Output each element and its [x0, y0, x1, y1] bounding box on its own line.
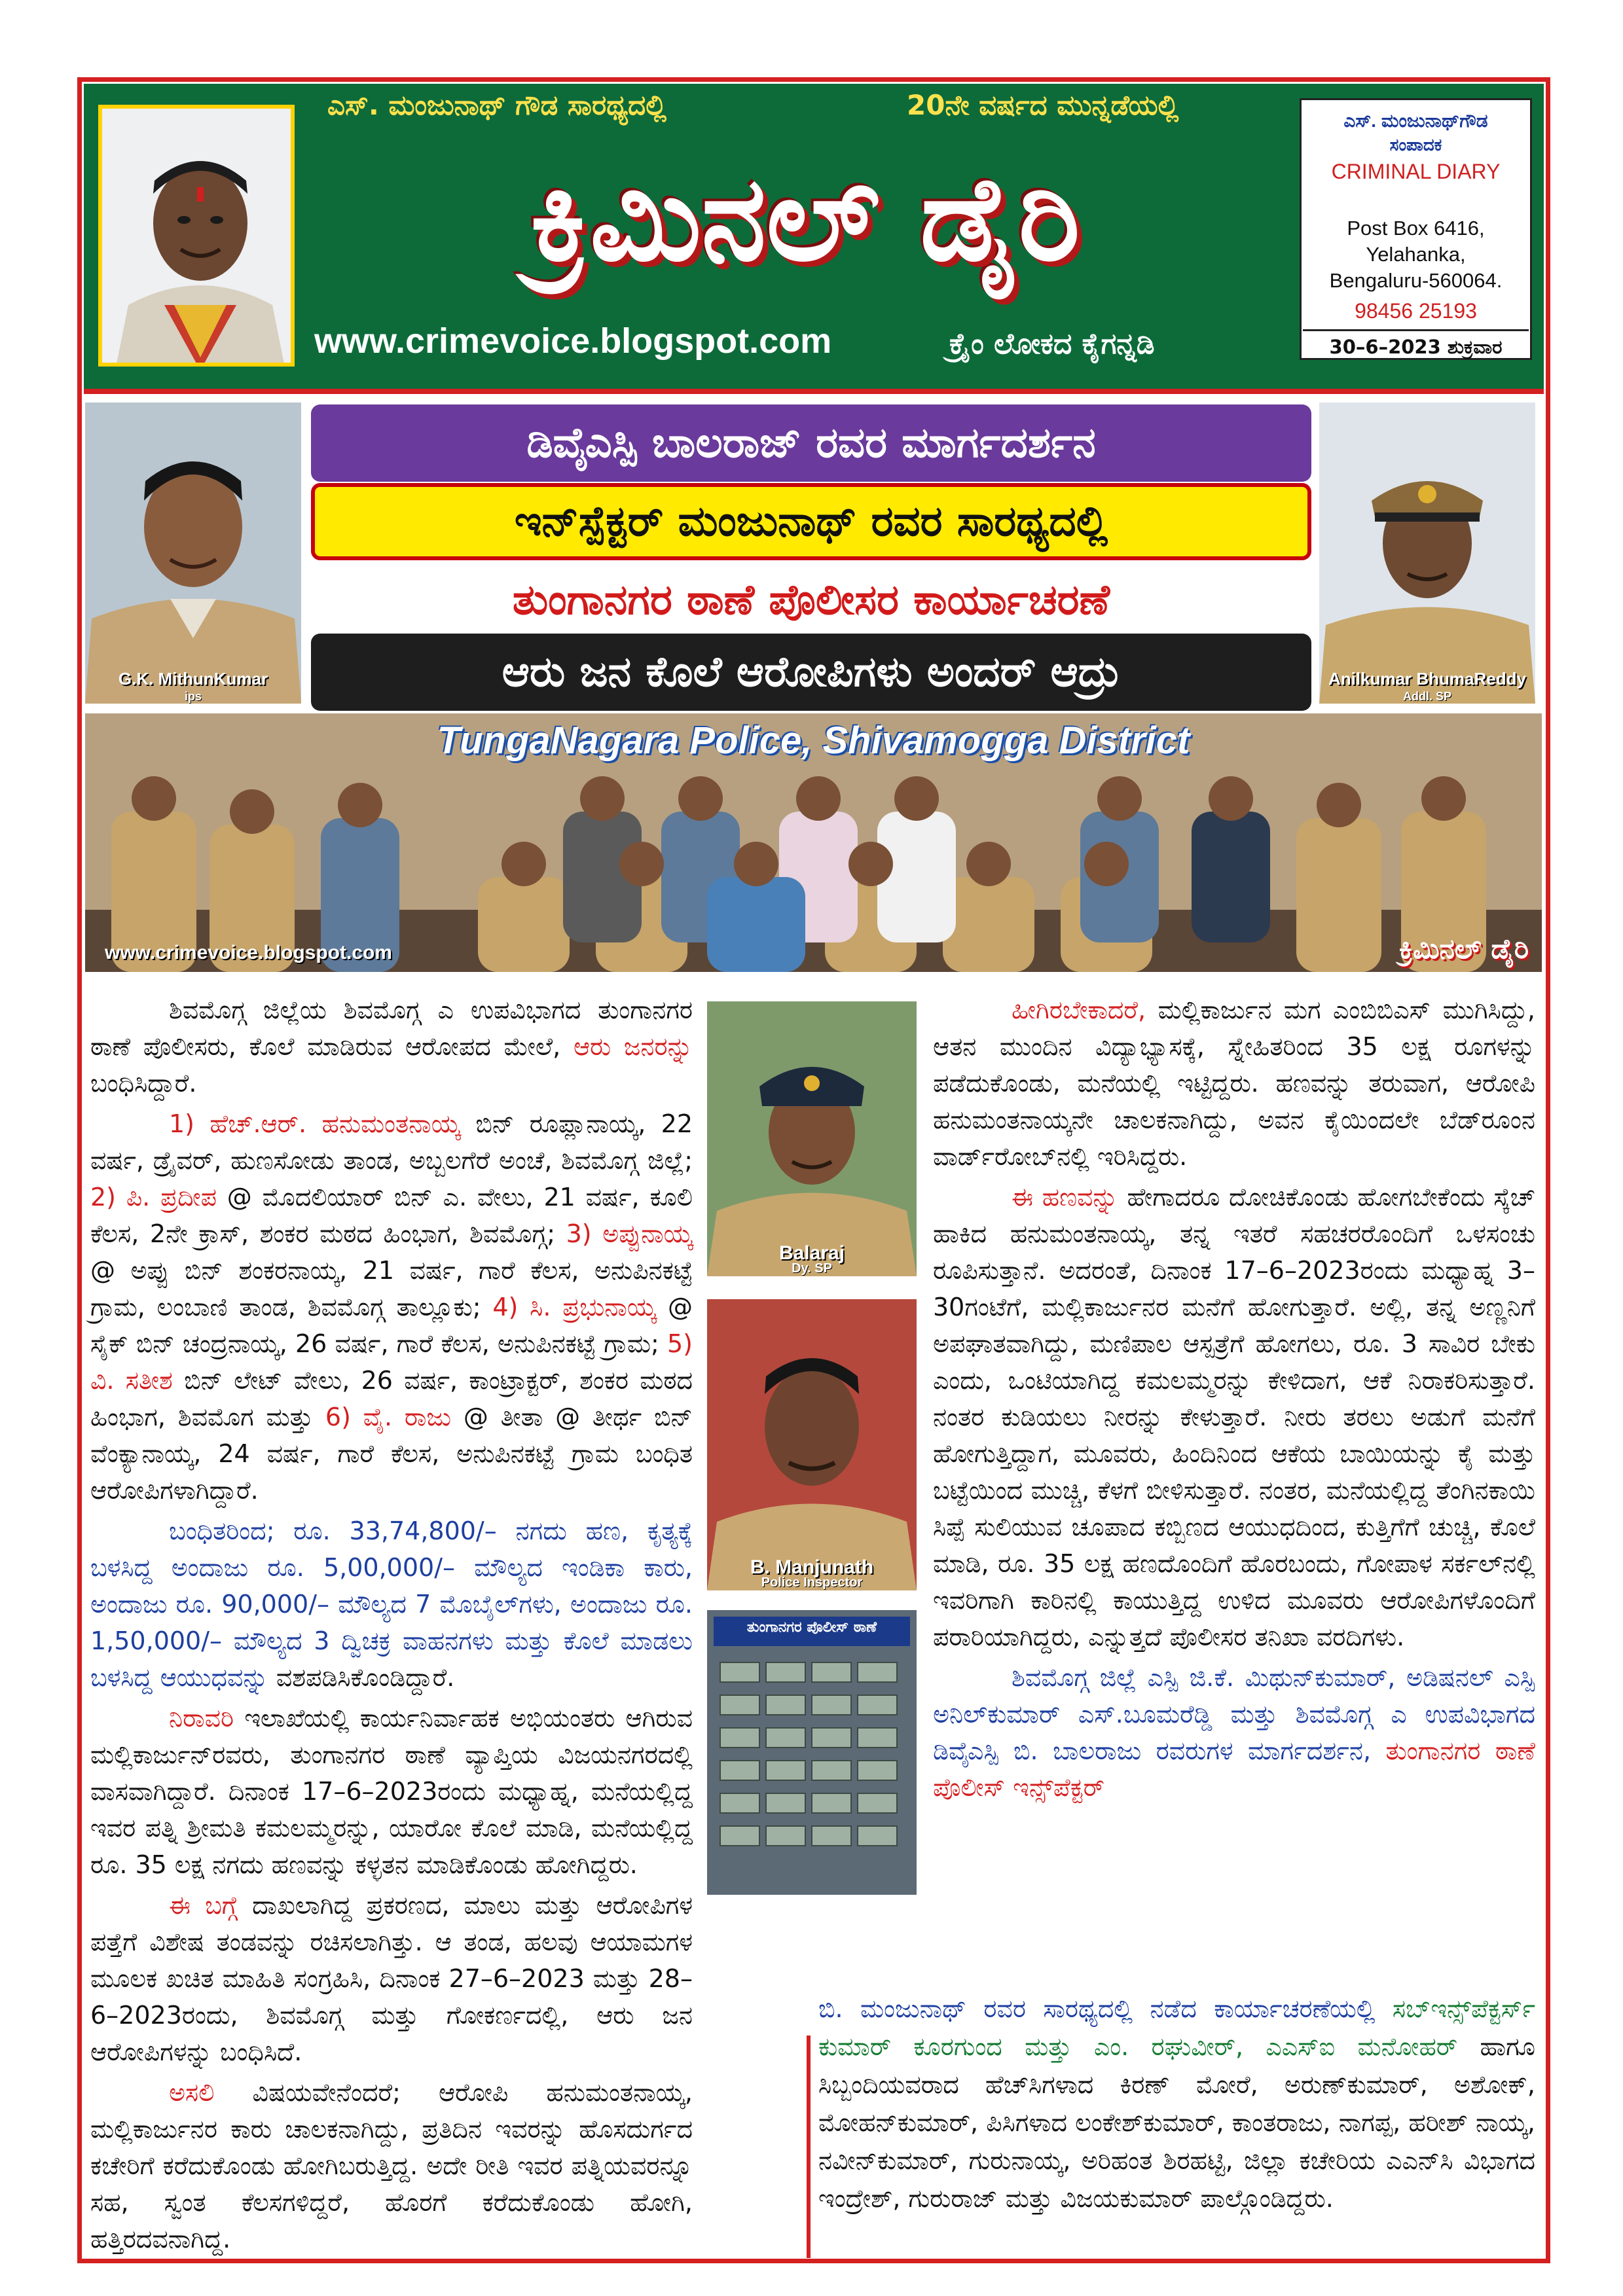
address — [1302, 215, 1530, 294]
text: ಶಿವಮೊಗ್ಗ ಜಿಲ್ಲೆಯ ಶಿವಮೊಗ್ಗ ಎ ಉಪವಿಭಾಗದ ತುಂಗಾನಗರ ಠಾಣೆ ಪೊಲೀಸರು, ಕೊಲೆ ಮಾಡಿರುವ ಆರೋಪದ ಮೇಲೆ, — [90, 996, 693, 1061]
article-left-column — [90, 992, 693, 2257]
editor-role: ಸಂಪಾದಕ — [1389, 135, 1442, 154]
phone-number: 98456 25193 — [1355, 299, 1477, 323]
seized-items: ಬಂಧಿತರಿಂದ; ರೂ. 33,74,800/– ನಗದು ಹಣ, ಕೃತ್ಯಕ್ಕೆ ಬಳಸಿದ್ದ ಅಂದಾಜು ರೂ. 5,00,000/– ಮೌಲ್ಯದ ಇಂಡಿಕಾ ಕಾರು, ಅಂದಾಜು ರೂ. 90,000/– ಮೌಲ್ಯದ 7 ಮೊಬೈಲ್‌ಗಳು, ಅಂದಾಜು ರೂ. 1,50,000/– ಮೌಲ್ಯದ 3 ದ್ವಿಚಕ್ರ ವಾಹನಗಳು ಮತ್ತು ಕೊಲೆ ಮಾಡಲು ಬಳಸಿದ್ದ ಆಯುಧವನ್ನು — [90, 1516, 693, 1692]
article-right-column — [933, 992, 1535, 1806]
officer-portrait-icon — [707, 1299, 917, 1590]
sub-inspectors: ಸಬ್‌ಇನ್ಸ್‌ಪೆಕ್ಟರ್ಸ್ ಕುಮಾರ್ ಕೂರಗುಂದ ಮತ್ತು ಎಂ. ರಘುವೀರ್, ಎಎಸ್‌ಐ ಮನೋಹರ್ — [818, 1994, 1535, 2061]
closing-paragraph — [818, 1990, 1535, 2217]
accused-name: 5) ವಿ. ಸತೀಶ — [90, 1329, 693, 1395]
text: ದಾಖಲಾಗಿದ್ದ ಪ್ರಕರಣದ, ಮಾಲು ಮತ್ತು ಆರೋಪಿಗಳ ಪತ್ತೆಗೆ ವಿಶೇಷ ತಂಡವನ್ನು ರಚಿಸಲಾಗಿತ್ತು. ಆ ತಂಡ, ಹಲವು ಆಯಾಮಗಳ ಮೂಲಕ ಖಚಿತ ಮಾಹಿತಿ ಸಂಗ್ರಹಿಸಿ, ದಿನಾಂಕ 27–6–2023 ಮತ್ತು 28–6–2023ರಂದು, ಶಿವಮೊಗ್ಗ ಮತ್ತು ಗೋಕರ್ಣದಲ್ಲಿ, ಆರು ಜನ ಆರೋಪಿಗಳನ್ನು ಬಂಧಿಸಿದೆ. — [90, 1891, 693, 2066]
text: ಬಂಧಿಸಿದ್ದಾರೆ. — [90, 1069, 197, 1098]
paragraph — [818, 1990, 1535, 2217]
photo-caption: B. Manjunath — [750, 1556, 874, 1578]
publication-name: CRIMINAL DIARY — [1331, 160, 1501, 183]
text: ವಿಷಯವೇನೆಂದರೆ; ಆರೋಪಿ ಹನುಮಂತನಾಯ್ಕ, ಮಲ್ಲಿಕಾರ್ಜುನರ ಕಾರು ಚಾಲಕನಾಗಿದ್ದು, ಪ್ರತಿದಿನ ಇವರನ್ನು ಹೊಸದುರ್ಗದ ಕಚೇರಿಗೆ ಕರೆದುಕೊಂಡು ಹೋಗಿಬರುತ್ತಿದ್ದ. ಅದೇ ರೀತಿ ಇವರ ಪತ್ನಿಯವರನ್ನೂ ಸಹ, ಸ್ವಂತ ಕೆಲಸಗಳಿದ್ದರೆ, ಹೊರಗೆ ಕರೆದುಕೊಂಡು ಹೋಗಿ, ಹತ್ತಿರದವನಾಗಿದ್ದ. — [90, 2078, 693, 2253]
group-photo — [85, 713, 1542, 972]
text: @ ತೀತಾ @ ತೀರ್ಥ ಬಿನ್ ವೆಂಕ್ಯಾನಾಯ್ಕ, 24 ವರ್ಷ, ಗಾರೆ ಕೆಲಸ, ಅನುಪಿನಕಟ್ಟೆ ಗ್ರಾಮ ಬಂಧಿತ ಆರೋಪಿಗಳಾಗಿದ್ದಾರೆ. — [90, 1403, 693, 1505]
headline-guidance: ಡಿವೈಎಸ್ಪಿ ಬಾಲರಾಜ್ ರವರ ಮಾರ್ಗದರ್ಶನ — [311, 404, 1311, 482]
lead-word: ಈ ಬಗ್ಗೆ — [169, 1891, 238, 1920]
paragraph — [90, 992, 693, 1102]
group-photo-title: TungaNagara Police, Shivamogga District — [437, 719, 1190, 762]
editor-portrait-icon — [102, 109, 295, 367]
lead-word: ನಿರಾವರಿ — [169, 1704, 234, 1732]
masthead-top-left: ಎಸ್. ಮಂಜುನಾಥ್ ಗೌಡ ಸಾರಥ್ಯದಲ್ಲಿ — [327, 89, 666, 121]
photo-caption: G.K. MithunKumar — [118, 669, 268, 689]
group-photo-logo: ಕ್ರಿಮಿನಲ್ ಡೈರಿ — [1398, 933, 1529, 965]
text: ಹೇಗಾದರೂ ದೋಚಿಕೊಂಡು ಹೋಗಬೇಕೆಂದು ಸ್ಕೆಚ್ ಹಾಕಿದ ಹನುಮಂತನಾಯ್ಕ, ತನ್ನ ಇತರೆ ಸಹಚರರೊಂದಿಗೆ ಒಳಸಂಚು ರೂಪಿಸುತ್ತಾನೆ. ಅದರಂತೆ, ದಿನಾಂಕ 17–6–2023ರಂದು ಮಧ್ಯಾಹ್ನ 3–30ಗಂಟೆಗೆ, ಮಲ್ಲಿಕಾರ್ಜುನರ ಮನೆಗೆ ಹೋಗುತ್ತಾರೆ. ಅಲ್ಲಿ, ತನ್ನ ಅಣ್ಣನಿಗೆ ಅಪಘಾತವಾಗಿದ್ದು, ಮಣಿಪಾಲ ಆಸ್ಪತ್ರೆಗೆ ಹೋಗಲು, ರೂ. 3 ಸಾವಿರ ಬೇಕು ಎಂದು, ಒಂಟಿಯಾಗಿದ್ದ ಕಮಲಮ್ಮರನ್ನು ಕೇಳಿದಾಗ, ಆಕೆ ನಿರಾಕರಿಸುತ್ತಾರೆ. ನಂತರ ಕುಡಿಯಲು ನೀರನ್ನು ಕೇಳುತ್ತಾರೆ. ನೀರು ತರಲು ಅಡುಗೆ ಮನೆಗೆ ಹೋಗುತ್ತಿದ್ದಾಗ, ಮೂವರು, ಹಿಂದಿನಿಂದ ಆಕೆಯ ಬಾಯಿಯನ್ನು ಕೈ ಮತ್ತು ಬಟ್ಟೆಯಿಂದ ಮುಚ್ಚಿ, ಕೆಳಗೆ ಬೀಳಿಸುತ್ತಾರೆ. ನಂತರ, ಮನೆಯಲ್ಲಿದ್ದ ತೆಂಗಿನಕಾಯಿ ಸಿಪ್ಪೆ ಸುಲಿಯುವ ಚೂಪಾದ ಕಬ್ಬಿಣದ ಆಯುಧದಿಂದ, ಕುತ್ತಿಗೆಗೆ ಚುಚ್ಚಿ, ಕೊಲೆ ಮಾಡಿ, ರೂ. 35 ಲಕ್ಷ ಹಣದೊಂದಿಗೆ ಹೊರಬಂದು, ಗೋಪಾಳ ಸರ್ಕಲ್‌ನಲ್ಲಿ ಇವರಿಗಾಗಿ ಕಾರಿನಲ್ಲಿ ಕಾಯುತ್ತಿದ್ದ ಉಳಿದ ಮೂವರು ಆರೋಪಿಗಳೊಂದಿಗೆ ಪರಾರಿಯಾಗಿದ್ದರು, ಎನ್ನುತ್ತದೆ ಪೊಲೀಸರ ತನಿಖಾ ವರದಿಗಳು. — [933, 1183, 1535, 1651]
headline-arrest: ಆರು ಜನ ಕೊಲೆ ಆರೋಪಿಗಳು ಅಂದರ್ ಆದ್ರು — [311, 634, 1311, 711]
text: ಬಿನ್ ರೂಪ್ಲಾನಾಯ್ಕ, 22 ವರ್ಷ, ಡ್ರೈವರ್, ಹುಣಸೋಡು ತಾಂಡ, ಅಬ್ಬಲಗೆರೆ ಅಂಚೆ, ಶಿವಮೊಗ್ಗ ಜಿಲ್ಲೆ; — [90, 1109, 693, 1175]
group-photo-website: www.crimevoice.blogspot.com — [105, 942, 392, 963]
photo-caption: Balaraj — [778, 1242, 845, 1264]
editor-photo — [98, 105, 295, 367]
text: ವಶಪಡಿಸಿಕೊಂಡಿದ್ದಾರೆ. — [268, 1663, 455, 1692]
address-line: Bengaluru-560064. — [1329, 269, 1503, 292]
text: ಬಿನ್ ಲೇಟ್ ವೇಲು, 26 ವರ್ಷ, ಕಾಂಟ್ರಾಕ್ಟರ್, ಶಂಕರ ಮಠದ ಹಿಂಭಾಗ, ಶಿವಮೊಗ ಮತ್ತು — [90, 1366, 693, 1431]
lead-word: ಹೀಗಿರಬೇಕಾದರೆ, — [1012, 996, 1146, 1024]
paragraph — [933, 1659, 1535, 1806]
photo-label: ತುಂಗಾನಗರ ಪೊಲೀಸ್ ಠಾಣೆ — [746, 1619, 877, 1636]
photo-rank: ips — [184, 690, 202, 703]
column-rule — [807, 2036, 811, 2258]
photo-rank: Police Inspector — [761, 1575, 863, 1590]
highlight: ತುಂಗಾನಗರ ಠಾಣೆ ಪೊಲೀಸ್ ಇನ್ಸ್‌ಪೆಕ್ಟರ್ — [933, 1736, 1535, 1802]
photo-caption: Anilkumar BhumaReddy — [1328, 669, 1526, 689]
tagline: ಕ್ರೈಂ ಲೋಕದ ಕೈಗನ್ನಡಿ — [949, 327, 1155, 361]
headline-leadership: ಇನ್‌ಸ್ಪೆಕ್ಟರ್ ಮಂಜುನಾಥ್ ರವರ ಸಾರಥ್ಯದಲ್ಲಿ — [311, 483, 1311, 560]
dysp-photo — [707, 1001, 917, 1276]
accused-name: 1) ಹೆಚ್.ಆರ್. ಹನುಮಂತನಾಯ್ಕ — [169, 1109, 461, 1138]
paragraph — [933, 1179, 1535, 1655]
lead-word: ಅಸಲಿ — [169, 2078, 215, 2107]
seized-cash-photo — [707, 1610, 917, 1895]
editor-name: ಎಸ್. ಮಂಜುನಾಥ್‌ಗೌಡ — [1343, 111, 1488, 131]
officer-portrait-icon — [85, 403, 301, 704]
accused-list — [90, 1105, 693, 1509]
cash-bundles-icon — [707, 1610, 917, 1895]
text: ಮಲ್ಲಿಕಾರ್ಜುನ ಮಗ ಎಂಬಿಬಿಎಸ್ ಮುಗಿಸಿದ್ದು, ಆತನ ಮುಂದಿನ ವಿದ್ಯಾಭ್ಯಾಸಕ್ಕೆ, ಸ್ನೇಹಿತರಿಂದ 35 ಲಕ್ಷ ರೂಗಳನ್ನು ಪಡೆದುಕೊಂಡು, ಮನೆಯಲ್ಲಿ ಇಟ್ಟಿದ್ದರು. ಹಣವನ್ನು ತರುವಾಗ, ಆರೋಪಿ ಹನುಮಂತನಾಯ್ಕನೇ ಚಾಲಕನಾಗಿದ್ದು, ಅವನ ಕೈಯಿಂದಲೇ ಬೆಡ್‌ರೂಂನ ವಾರ್ಡ್‌ರೋಬ್‌ನಲ್ಲಿ ಇರಿಸಿದ್ದರು. — [933, 996, 1535, 1171]
text: @ ಮೊದಲಿಯಾರ್ ಬಿನ್ ಎ. ವೇಲು, 21 ವರ್ಷ, ಕೂಲಿ ಕೆಲಸ, 2ನೇ ಕ್ರಾಸ್, ಶಂಕರ ಮಠದ ಹಿಂಭಾಗ, ಶಿವಮೊಗ್ಗ; — [90, 1183, 693, 1248]
accused-name: 2) ಪಿ. ಪ್ರದೀಪ — [90, 1183, 217, 1211]
text: @ ಅಪ್ಪು ಬಿನ್ ಶಂಕರನಾಯ್ಕ, 21 ವರ್ಷ, ಗಾರೆ ಕೆಲಸ, ಅನುಪಿನಕಟ್ಟೆ ಗ್ರಾಮ, ಲಂಬಾಣಿ ತಾಂಡ, ಶಿವಮೊಗ್ಗ ತಾಲ್ಲೂಕು; — [90, 1256, 693, 1321]
newspaper-title: ಕ್ರಿಮಿನಲ್ ಡೈರಿ — [530, 151, 1080, 287]
headline-operation: ತುಂಗಾನಗರ ಠಾಣೆ ಪೊಲೀಸರ ಕಾರ್ಯಾಚರಣೆ — [311, 562, 1311, 639]
text: ಹಾಗೂ ಸಿಬ್ಬಂದಿಯವರಾದ ಹೆಚ್‌ಸಿಗಳಾದ ಕಿರಣ್ ಮೋರೆ, ಅರುಣ್‌ಕುಮಾರ್, ಅಶೋಕ್, ಮೋಹನ್‌ಕುಮಾರ್, ಪಿಸಿಗಳಾದ ಲಂಕೇಶ್‌ಕುಮಾರ್, ಕಾಂತರಾಜು, ನಾಗಪ್ಪ, ಹರೀಶ್ ನಾಯ್ಕ, ನವೀನ್‌ಕುಮಾರ್, ಗುರುನಾಯ್ಕ, ಅರಿಹಂತ ಶಿರಹಟ್ಟಿ, ಜಿಲ್ಲಾ ಕಚೇರಿಯ ಎಎನ್‌ಸಿ ವಿಭಾಗದ ಇಂದ್ರೇಶ್, ಗುರುರಾಜ್ ಮತ್ತು ವಿಜಯಕುಮಾರ್ ಪಾಲ್ಗೊಂಡಿದ್ದರು. — [818, 2032, 1535, 2213]
photo-rank: Addl. SP — [1402, 690, 1451, 703]
paragraph — [90, 2074, 693, 2257]
lead-word: ಈ ಹಣವನ್ನು — [1012, 1183, 1118, 1211]
paragraph — [90, 1700, 693, 1883]
officers-text: ಶಿವಮೊಗ್ಗ ಜಿಲ್ಲೆ ಎಸ್ಪಿ ಜಿ.ಕೆ. ಮಿಥುನ್‌ಕುಮಾರ್, ಅಡಿಷನಲ್ ಎಸ್ಪಿ ಅನಿಲ್‌ಕುಮಾರ್ ಎಸ್.ಬೂಮರೆಡ್ಡಿ ಮತ್ತು ಶಿವಮೊಗ್ಗ ಎ ಉಪವಿಭಾಗದ ಡಿವೈಎಸ್ಪಿ ಬಿ. ಬಾಲರಾಜು ರವರುಗಳ ಮಾರ್ಗದರ್ಶನ, — [933, 1663, 1535, 1765]
paragraph — [90, 1887, 693, 2070]
accused-name: 4) ಸಿ. ಪ್ರಭುನಾಯ್ಕ — [492, 1293, 657, 1321]
photo-rank: Dy. SP — [792, 1261, 832, 1276]
masthead-divider — [84, 389, 1544, 394]
issue-date: 30–6–2023 ಶುಕ್ರವಾರ — [1303, 329, 1529, 361]
text: @ ಸೈಕ್ ಬಿನ್ ಚಂದ್ರನಾಯ್ಕ, 26 ವರ್ಷ, ಗಾರೆ ಕೆಲಸ, ಅನುಪಿನಕಟ್ಟೆ ಗ್ರಾಮ; — [90, 1293, 693, 1358]
accused-name: 6) ವೈ. ರಾಜು — [325, 1403, 452, 1431]
highlight: ಬಿ. ಮಂಜುನಾಥ್ ರವರ ಸಾರಥ್ಯದಲ್ಲಿ ನಡೆದ ಕಾರ್ಯಾಚರಣೆಯಲ್ಲಿ — [818, 1994, 1376, 2023]
addl-sp-photo — [1319, 403, 1535, 704]
website-url[interactable]: www.crimevoice.blogspot.com — [314, 321, 832, 361]
officer-portrait-icon — [707, 1001, 917, 1276]
officer-portrait-icon — [1319, 403, 1535, 704]
sp-photo — [85, 403, 301, 704]
accused-name: 3) ಅಪ್ಪುನಾಯ್ಕ — [566, 1219, 693, 1248]
seizure-paragraph — [90, 1513, 693, 1696]
inspector-photo — [707, 1299, 917, 1590]
paragraph — [933, 992, 1535, 1175]
text: ಇಲಾಖೆಯಲ್ಲಿ ಕಾರ್ಯನಿರ್ವಾಹಕ ಅಭಿಯಂತರು ಆಗಿರುವ ಮಲ್ಲಿಕಾರ್ಜುನ್‌ರವರು, ತುಂಗಾನಗರ ಠಾಣೆ ವ್ಯಾಪ್ತಿಯ ವಿಜಯನಗರದಲ್ಲಿ ವಾಸವಾಗಿದ್ದಾರೆ. ದಿನಾಂಕ 17–6–2023ರಂದು ಮಧ್ಯಾಹ್ನ, ಮನೆಯಲ್ಲಿದ್ದ ಇವರ ಪತ್ನಿ ಶ್ರೀಮತಿ ಕಮಲಮ್ಮರನ್ನು, ಯಾರೋ ಕೊಲೆ ಮಾಡಿ, ಮನೆಯಲ್ಲಿದ್ದ ರೂ. 35 ಲಕ್ಷ ನಗದು ಹಣವನ್ನು ಕಳ್ಳತನ ಮಾಡಿಕೊಂಡು ಹೋಗಿದ್ದರು. — [90, 1704, 693, 1879]
address-line: Post Box 6416, — [1347, 217, 1485, 240]
contact-box — [1300, 98, 1532, 360]
highlight: ಆರು ಜನರನ್ನು — [573, 1032, 693, 1061]
address-line: Yelahanka, — [1366, 243, 1466, 266]
masthead-top-right: 20ನೇ ವರ್ಷದ ಮುನ್ನಡೆಯಲ್ಲಿ — [907, 89, 1179, 121]
